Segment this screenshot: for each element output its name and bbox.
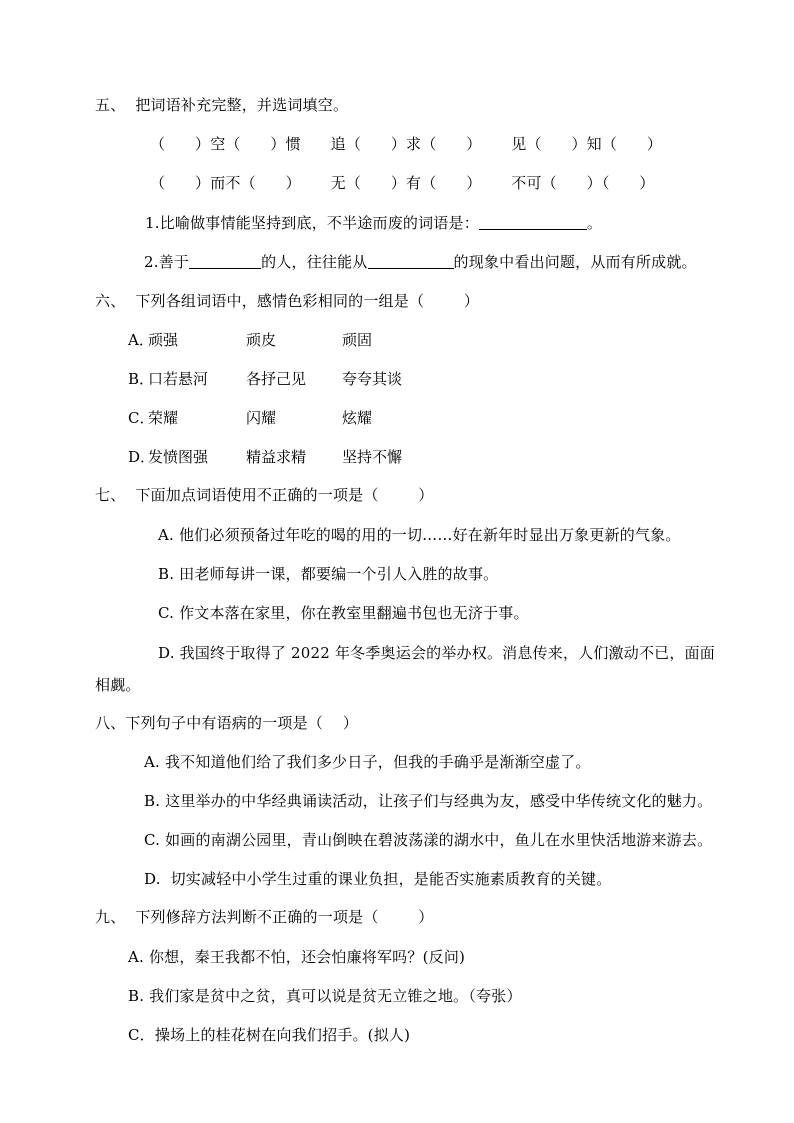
option-label: D． — [128, 448, 156, 466]
q2-blank-1 — [189, 252, 261, 269]
option-word-2: 顽皮 — [246, 331, 277, 349]
option-word-3: 坚持不懈 — [342, 448, 403, 466]
section-7-option-a: A. 他们必须预备过年吃的喝的用的一切……好在新年时显出万象更新的气象。 — [158, 526, 681, 544]
option-word-1: 发愤图强 — [148, 448, 209, 466]
option-word-3: 炫耀 — [342, 409, 373, 427]
section-8-option-d: D. 切实减轻中小学生过重的课业负担，是能否实施素质教育的关键。 — [144, 870, 612, 888]
section-9-option-c: C．操场上的桂花树在向我们招手。(拟人) — [128, 1026, 411, 1044]
option-word-2: 各抒己见 — [246, 370, 307, 388]
q1-text: 1.比喻做事情能坚持到底，不半途而废的词语是： — [145, 214, 479, 232]
q1-end: 。 — [586, 214, 603, 232]
option-label: C． — [128, 409, 155, 427]
q2-blank-2 — [368, 252, 454, 269]
option-word-2: 闪耀 — [246, 409, 277, 427]
section-7-title: 七、 下面加点词语使用不正确的一项是（ ） — [95, 486, 434, 504]
section-5-row-2: （ ）而不（ ） 无（ ）有（ ） 不可（ ）（ ） — [150, 174, 655, 192]
section-5-title: 五、 把词语补充完整，并选词填空。 — [95, 96, 349, 114]
section-8-option-b: B. 这里举办的中华经典诵读活动，让孩子们与经典为友，感受中华传统文化的魅力。 — [144, 792, 713, 810]
option-word-2: 精益求精 — [246, 448, 307, 466]
option-word-3: 顽固 — [342, 331, 373, 349]
option-word-3: 夸夸其谈 — [342, 370, 403, 388]
section-7-option-c: C. 作文本落在家里，你在教室里翻遍书包也无济于事。 — [158, 604, 529, 622]
section-8-title: 八、下列句子中有语病的一项是（ ） — [95, 714, 359, 732]
section-7-option-d: D. 我国终于取得了 2022 年冬季奥运会的举办权。消息传来，人们激动不已，面面 — [158, 644, 715, 662]
q2-text-a: 2.善于 — [144, 253, 190, 271]
q1-answer-blank — [479, 213, 587, 230]
section-7-option-d-continued: 相觑。 — [95, 676, 141, 694]
option-label: B． — [128, 370, 155, 388]
section-7-option-b: B. 田老师每讲一课，都要编一个引人入胜的故事。 — [158, 565, 499, 583]
section-6-title: 六、 下列各组词语中，感情色彩相同的一组是（ ） — [95, 292, 480, 310]
option-word-1: 口若悬河 — [148, 370, 209, 388]
q2-text-c: 的现象中看出问题，从而有所成就。 — [453, 253, 697, 271]
section-9-option-a: A. 你想，秦王我都不怕，还会怕廉将军吗？(反问) — [128, 948, 466, 966]
section-8-option-a: A. 我不知道他们给了我们多少日子，但我的手确乎是渐渐空虚了。 — [144, 753, 591, 771]
q2-text-b: 的人，往往能从 — [261, 253, 368, 271]
section-9-option-b: B. 我们家是贫中之贫，真可以说是贫无立锥之地。（夸张） — [128, 987, 522, 1005]
option-word-1: 顽强 — [148, 331, 179, 349]
section-9-title: 九、 下列修辞方法判断不正确的一项是（ ） — [95, 908, 434, 926]
option-word-1: 荣耀 — [148, 409, 179, 427]
section-5-question-1 — [145, 213, 602, 233]
section-5-question-2 — [144, 252, 697, 272]
section-5-row-1: （ ）空（ ）惯 追（ ）求（ ） 见（ ）知（ ） — [150, 135, 663, 153]
option-label: A． — [128, 331, 154, 349]
section-8-option-c: C. 如画的南湖公园里，青山倒映在碧波荡漾的湖水中，鱼儿在水里快活地游来游去。 — [144, 831, 713, 849]
